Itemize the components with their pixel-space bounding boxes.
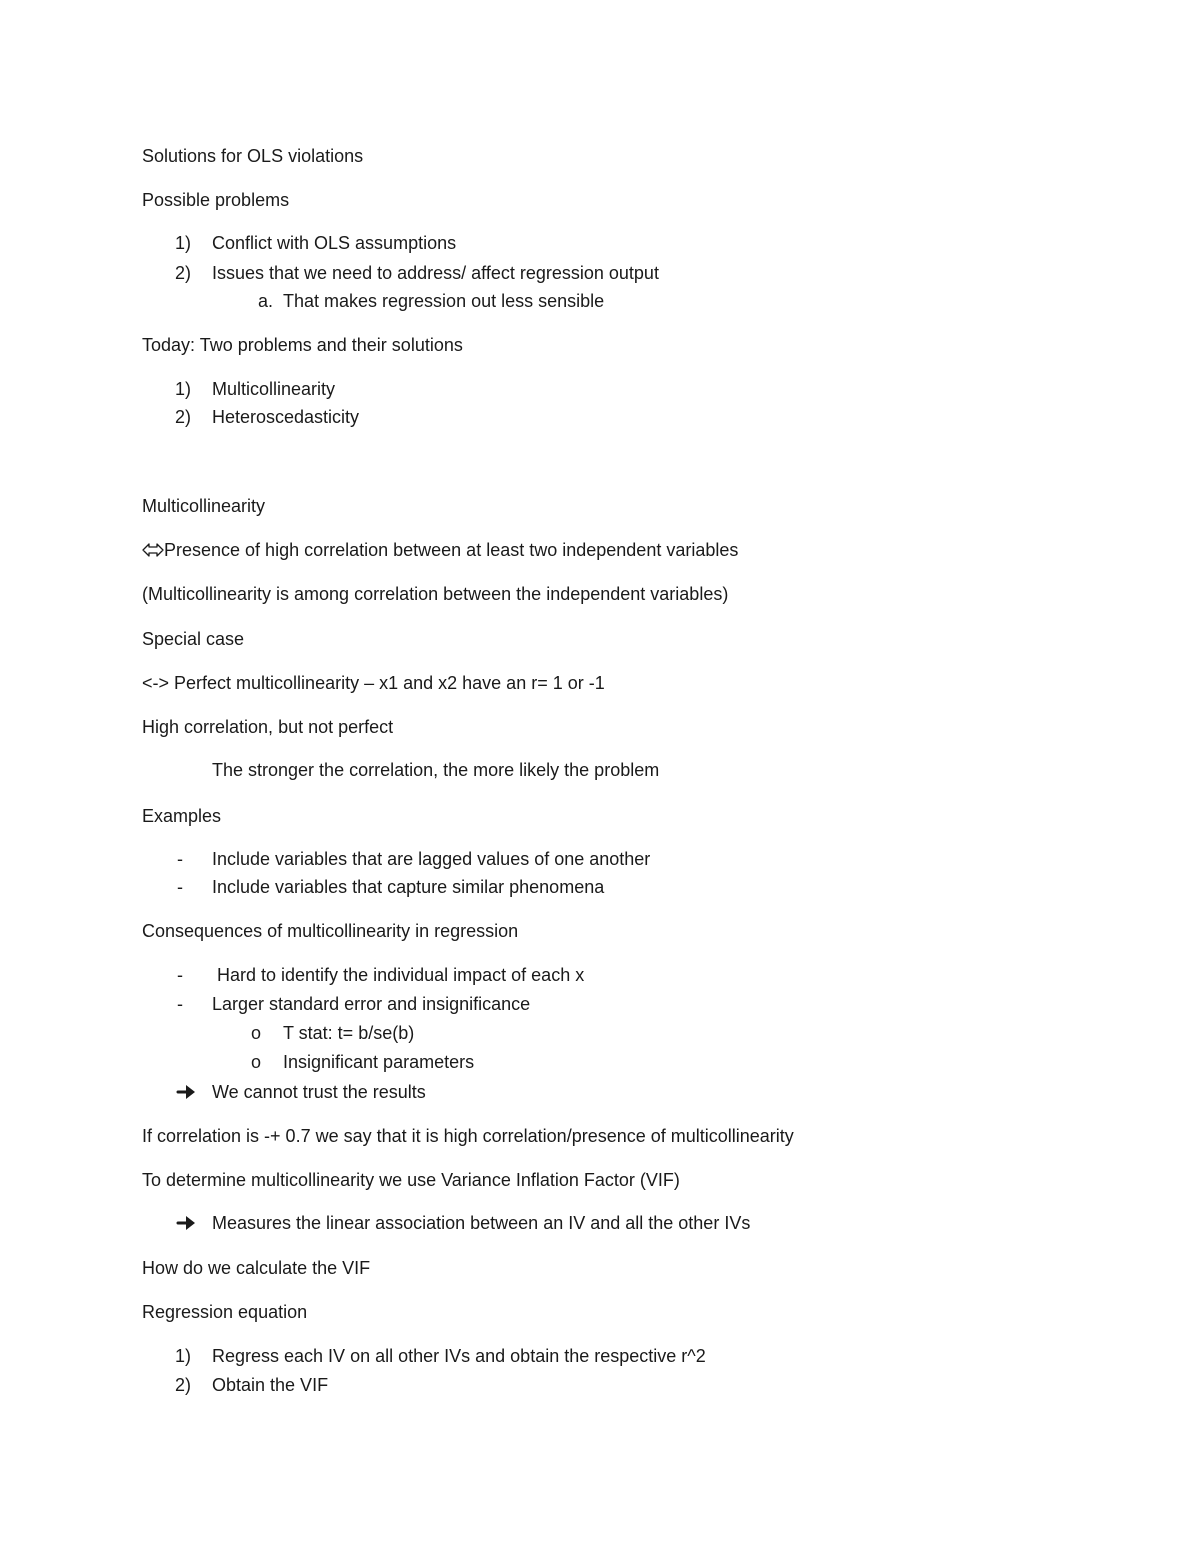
list-item: Hard to identify the individual impact of each x [212,965,585,985]
examples-heading: Examples [142,806,222,826]
list-number: 1) [175,379,192,399]
circle-bullet: o [251,1023,262,1043]
list-item: Obtain the VIF [212,1375,329,1395]
sublist-item: Insignificant parameters [283,1052,475,1072]
dash-bullet: - [177,965,183,985]
list-number: 2) [175,263,192,283]
sublist-item: That makes regression out less sensible [283,291,605,311]
list-number: 2) [175,1375,192,1395]
stronger-correlation-line: The stronger the correlation, the more likely the problem [212,760,660,780]
vif-measure-line: Measures the linear association between an IV and all the other IVs [212,1213,751,1233]
dash-bullet: - [177,877,183,897]
right-arrow-icon [176,1212,198,1234]
regression-equation-heading: Regression equation [142,1302,308,1322]
list-item: Regress each IV on all other IVs and obtain the respective r^2 [212,1346,706,1366]
note-line: (Multicollinearity is among correlation between the independent variables) [142,584,729,604]
list-item: Larger standard error and insignificance [212,994,531,1014]
circle-bullet: o [251,1052,262,1072]
definition-text: Presence of high correlation between at least two independent variables [164,540,739,560]
threshold-line: If correlation is -+ 0.7 we say that it is high correlation/presence of multicollinearity [142,1126,794,1146]
vif-intro-line: To determine multicollinearity we use Variance Inflation Factor (VIF) [142,1170,680,1190]
definition-line [142,539,738,561]
section-heading-multicollinearity: Multicollinearity [142,496,266,516]
list-item: Multicollinearity [212,379,336,399]
consequences-heading: Consequences of multicollinearity in regression [142,921,519,941]
possible-problems-heading: Possible problems [142,190,290,210]
perfect-multicollinearity-line: <-> Perfect multicollinearity – x1 and x2 have an r= 1 or -1 [142,673,605,693]
right-arrow-icon [176,1081,198,1103]
document-title: Solutions for OLS violations [142,146,364,166]
list-number: 1) [175,233,192,253]
list-item: Conflict with OLS assumptions [212,233,457,253]
list-item: Issues that we need to address/ affect regression output [212,263,659,283]
special-case-heading: Special case [142,629,245,649]
high-correlation-line: High correlation, but not perfect [142,717,394,737]
sublist-letter: a. [258,291,274,311]
trust-line: We cannot trust the results [212,1082,426,1102]
list-item: Include variables that capture similar phenomena [212,877,605,897]
sublist-item: T stat: t= b/se(b) [283,1023,415,1043]
dash-bullet: - [177,849,183,869]
list-item: Include variables that are lagged values of one another [212,849,651,869]
today-heading: Today: Two problems and their solutions [142,335,463,355]
list-item: Heteroscedasticity [212,407,360,427]
double-arrow-icon [142,542,164,558]
list-number: 1) [175,1346,192,1366]
how-calculate-heading: How do we calculate the VIF [142,1258,371,1278]
dash-bullet: - [177,994,183,1014]
list-number: 2) [175,407,192,427]
